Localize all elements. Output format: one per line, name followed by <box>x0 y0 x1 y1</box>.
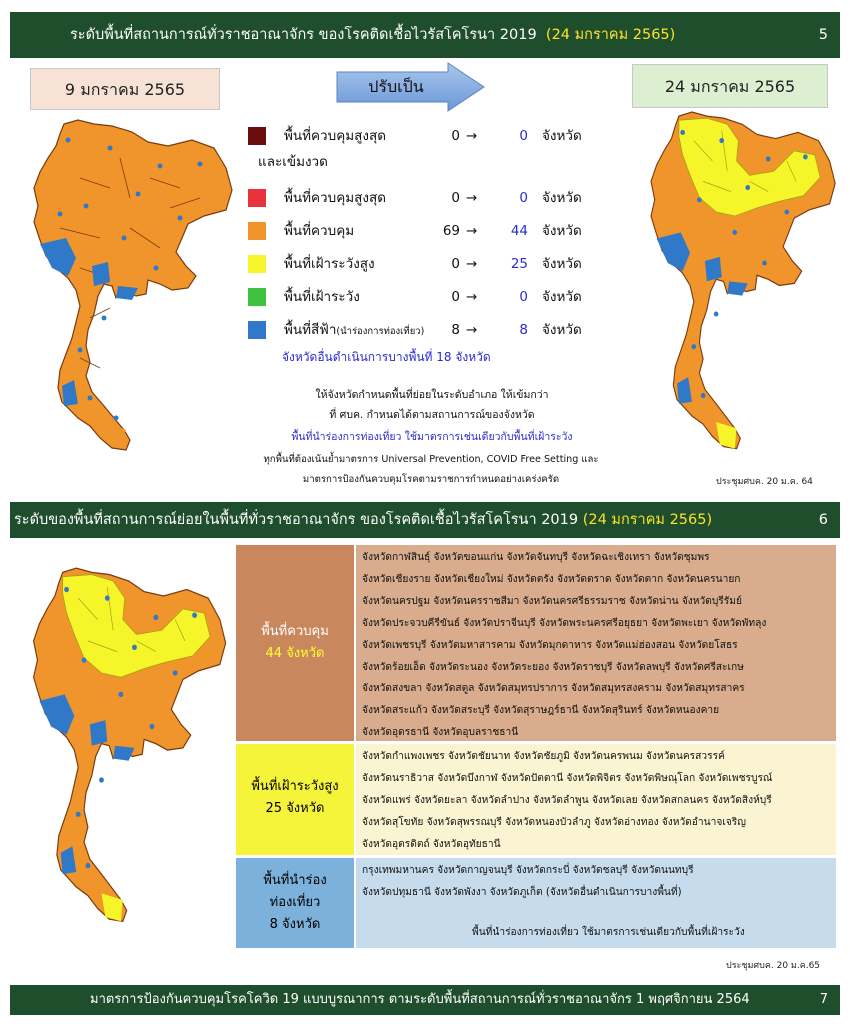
change-arrow-label: ปรับเป็น <box>368 77 424 96</box>
note-line-5: มาตรการป้องกันควบคุมโรคตามราชการกำหนดอย่างเคร่งครัด <box>302 474 560 485</box>
category-count: 8 จังหวัด <box>269 917 321 932</box>
category-label: พื้นที่ควบคุม <box>261 624 329 639</box>
arrow-right-icon: → <box>466 256 478 272</box>
date-before-box: 9 มกราคม 2565 <box>30 68 220 110</box>
note-line-4: ทุกพื้นที่ต้องเน้นย้ำมาตรการ Universal Prevention, COVID Free Setting และ <box>263 454 599 465</box>
slide2-date-highlight: (24 มกราคม 2565) <box>582 512 713 528</box>
slide3-title: มาตรการป้องกันควบคุมโรคโควิด 19 แบบบูรณาการ ตามระดับพื้นที่สถานการณ์ทั่วราชอาณาจักร 1 พฤศจิกายน 2564 <box>90 992 750 1007</box>
province-list-high-watch: จังหวัดกำแพงเพชร จังหวัดชัยนาท จังหวัดชัยภูมิ จังหวัดนครพนม จังหวัดนครสวรรค์ จังหวัดนราธิวาส จังหวัดบึงกาฬ จังหวัดปัตตานี จังหวัดพิจิตร จังหวัดพิษณุโลก จังหวัดเพชรบูรณ์ จังหวัดแพร่ จังหวัดยะลา จังหวัดลำปาง จังหวัดลำพูน จังหวัดเลย จังหวัดสกลนคร จังหวัดสิงห์บุรี จังหวัดสุโขทัย จังหวัดสุพรรณบุรี จังหวัดหนองบัวลำภู จังหวัดอ่างทอง จังหวัดอำนาจเจริญ จังหวัดอุตรดิตถ์ จังหวัดอุทัยธานี <box>356 744 836 855</box>
arrow-right-icon: → <box>466 128 478 144</box>
note-line-3: พื้นที่นำร่องการท่องเที่ยว ใช้มาตรการเช่นเดียวกับพื้นที่เฝ้าระวัง <box>291 431 573 443</box>
thailand-map-before <box>20 118 250 468</box>
note-line-1: ให้จังหวัดกำหนดพื้นที่ย่อยในระดับอำเภอ ให้เข้มกว่า <box>315 389 549 401</box>
category-high-watch <box>236 744 354 855</box>
arrow-right-icon: → <box>466 223 478 239</box>
slide3-page-number: 7 <box>819 992 828 1007</box>
category-count: 25 จังหวัด <box>265 801 325 816</box>
category-label: พื้นที่เฝ้าระวังสูง <box>251 779 339 794</box>
arrow-right-icon: → <box>466 190 478 206</box>
category-label: พื้นที่นำร่อง <box>263 873 327 888</box>
slide1-title: ระดับพื้นที่สถานการณ์ทั่วราชอาณาจักร ของโรคติดเชื้อไวรัสโคโรนา 2019 (24 มกราคม 2565) <box>70 27 676 43</box>
thailand-map-after <box>638 110 848 470</box>
other-provinces-note: จังหวัดอื่นดำเนินการบางพื้นที่ 18 จังหวัด <box>282 350 491 364</box>
legend-swatch <box>248 189 266 207</box>
province-list-control: จังหวัดกาฬสินธุ์ จังหวัดขอนแก่น จังหวัดจันทบุรี จังหวัดฉะเชิงเทรา จังหวัดชุมพร จังหวัดเชียงราย จังหวัดเชียงใหม่ จังหวัดตรัง จังหวัดตราด จังหวัดตาก จังหวัดนครนายก จังหวัดนครปฐม จังหวัดนครราชสีมา จังหวัดนครศรีธรรมราช จังหวัดน่าน จังหวัดบุรีรัมย์ จังหวัดประจวบคีรีขันธ์ จังหวัดปราจีนบุรี จังหวัดพระนครศรีอยุธยา จังหวัดพะเยา จังหวัดพัทลุง จังหวัดเพชรบุรี จังหวัดมหาสารคาม จังหวัดมุกดาหาร จังหวัดแม่ฮ่องสอน จังหวัดยโสธร จังหวัดร้อยเอ็ด จังหวัดระนอง จังหวัดระยอง จังหวัดราชบุรี จังหวัดลพบุรี จังหวัดศรีสะเกษ จังหวัดสงขลา จังหวัดสตูล จังหวัดสมุทรปราการ จังหวัดสมุทรสงคราม จังหวัดสมุทรสาคร จังหวัดสระแก้ว จังหวัดสระบุรี จังหวัดสุราษฎร์ธานี จังหวัดสุรินทร์ จังหวัดหนองคาย จังหวัดอุดรธานี จังหวัดอุบลราชธานี <box>356 545 836 741</box>
slide2-page-number: 6 <box>818 512 828 528</box>
category-count: 44 จังหวัด <box>265 646 325 661</box>
legend-swatch <box>248 255 266 273</box>
category-control <box>236 545 354 741</box>
category-label-2: ท่องเที่ยว <box>269 895 321 910</box>
slide1-date-highlight: (24 มกราคม 2565) <box>545 27 676 43</box>
slide2-title-bar <box>10 502 840 538</box>
province-list-pilot: กรุงเทพมหานคร จังหวัดกาญจนบุรี จังหวัดกระบี่ จังหวัดชลบุรี จังหวัดนนทบุรี จังหวัดปทุมธานี จังหวัดพังงา จังหวัดภูเก็ต (จังหวัดอื่นดำเนินการบางพื้นที่) พื้นที่นำร่องการท่องเที่ยว ใช้มาตรการเช่นเดียวกับพื้นที่เฝ้าระวัง <box>356 858 836 948</box>
slide2-title: ระดับของพื้นที่สถานการณ์ย่อยในพื้นที่ทั่วราชอาณาจักร ของโรคติดเชื้อไวรัสโคโรนา 2019 (24 มกราคม 2565) <box>14 512 713 528</box>
slide1-page-number: 5 <box>818 27 828 43</box>
change-arrow <box>336 62 486 112</box>
slide3-title-bar <box>10 985 840 1015</box>
legend-swatch <box>248 222 266 240</box>
legend-swatch <box>248 288 266 306</box>
pilot-note: พื้นที่นำร่องการท่องเที่ยว ใช้มาตรการเช่นเดียวกับพื้นที่เฝ้าระวัง <box>472 926 745 938</box>
arrow-right-icon: → <box>466 322 478 338</box>
category-pilot-tourism <box>236 858 354 948</box>
legend-swatch <box>248 321 266 339</box>
slide1-title-bar <box>10 12 840 58</box>
date-after-box: 24 มกราคม 2565 <box>632 64 828 108</box>
legend-swatch <box>248 127 266 145</box>
slide1-reference: ประชุมศบค. 20 ม.ค. 64 <box>716 477 813 487</box>
thailand-map-subarea <box>20 566 235 946</box>
slide2-reference: ประชุมศบค. 20 ม.ค.65 <box>726 961 821 971</box>
arrow-right-icon: → <box>466 289 478 305</box>
note-line-2: ที่ ศบค. กำหนดได้ตามสถานการณ์ของจังหวัด <box>329 409 535 421</box>
